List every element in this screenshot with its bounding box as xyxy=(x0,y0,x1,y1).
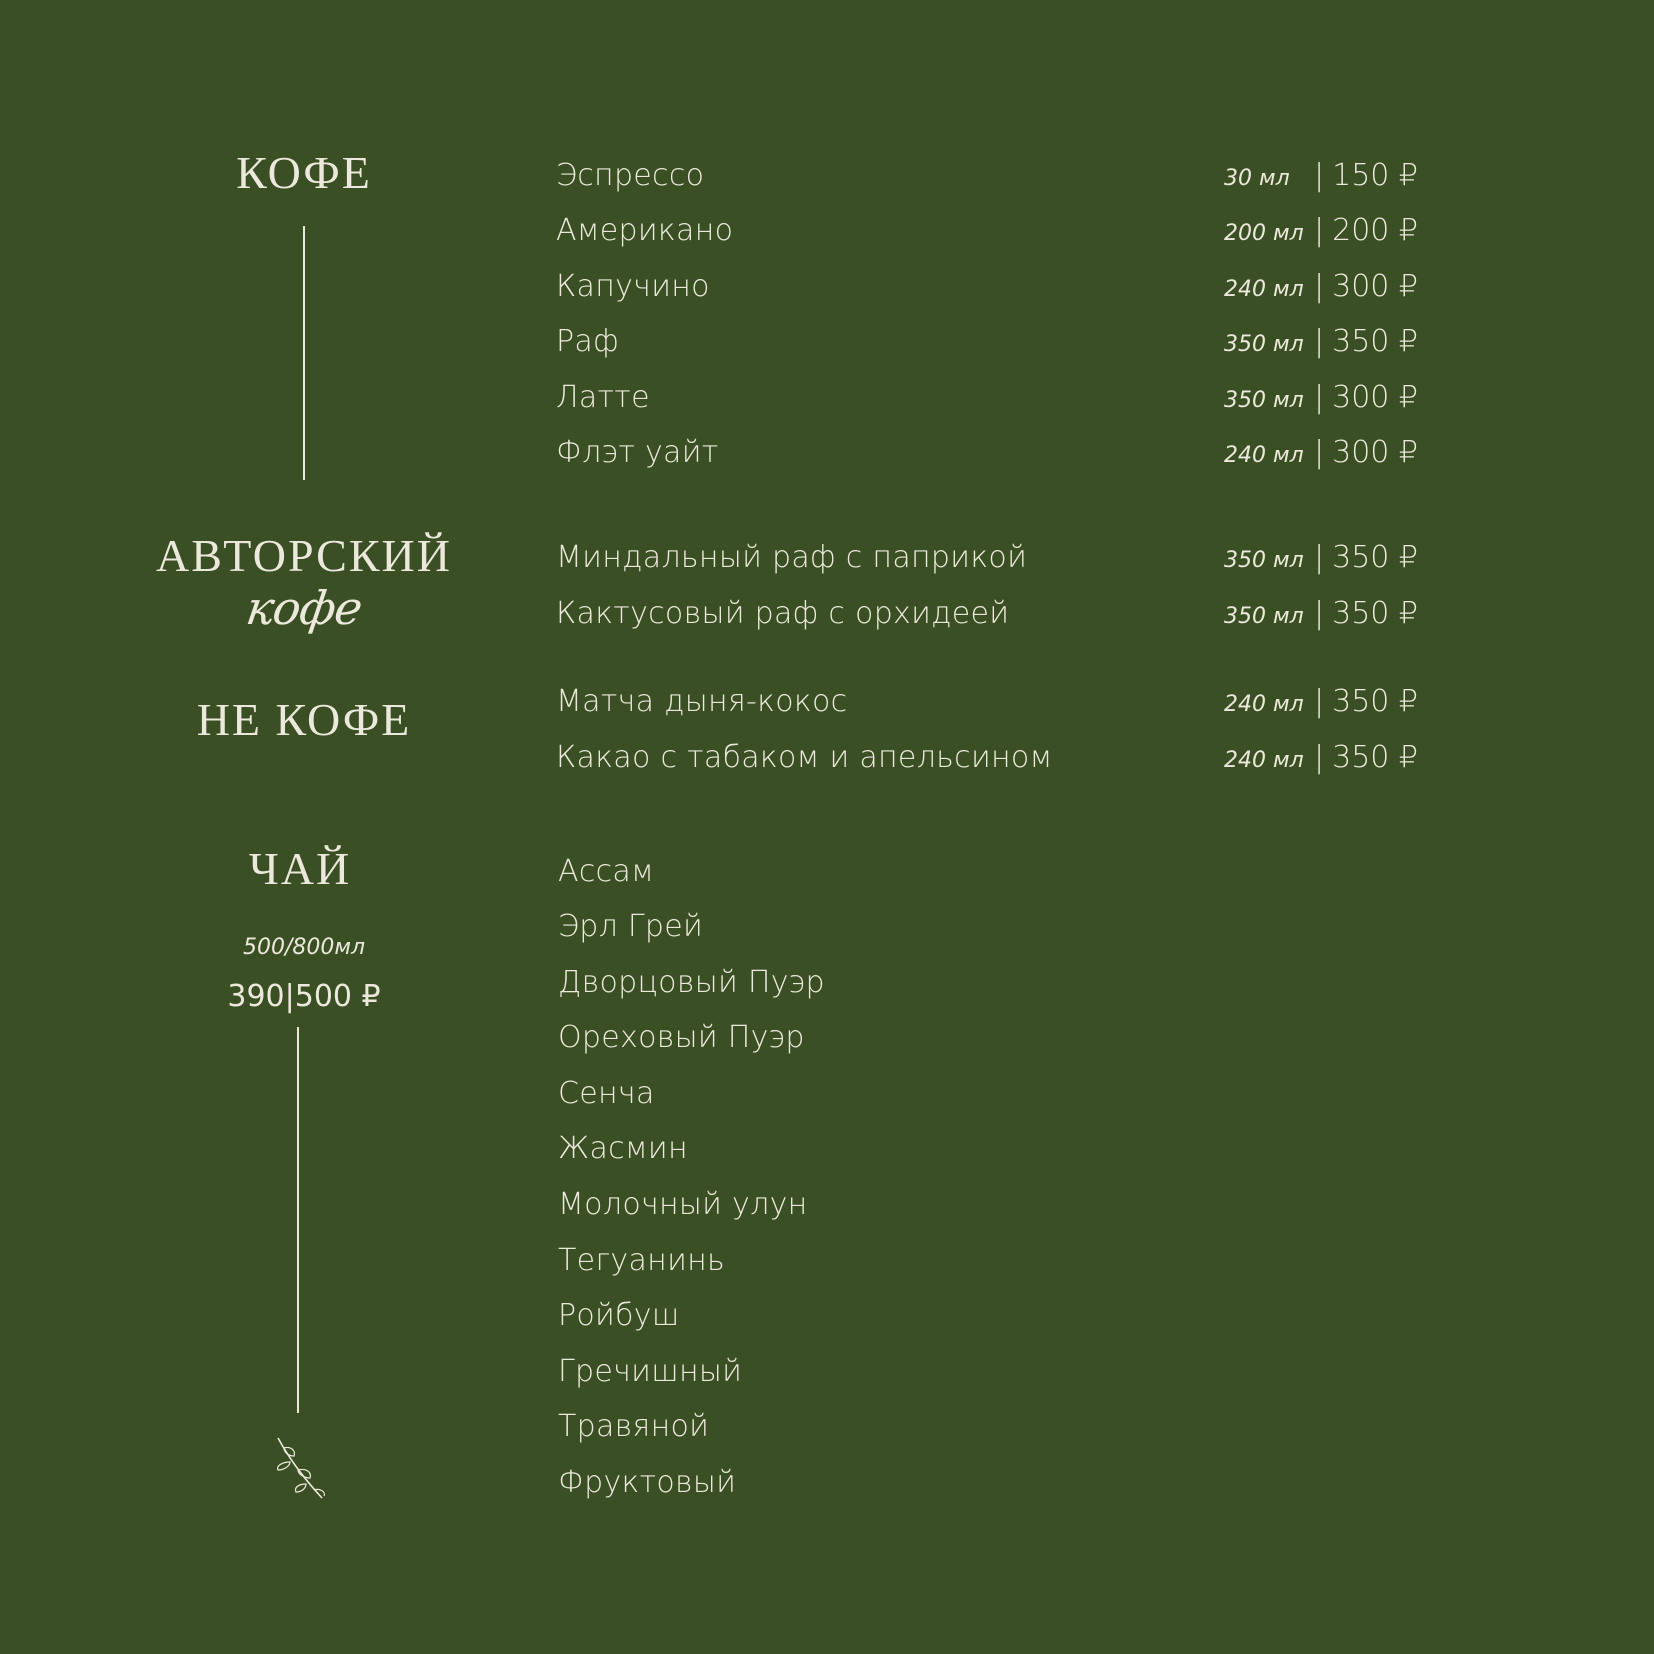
price-separator: | xyxy=(1314,269,1325,304)
price-separator: | xyxy=(1314,324,1325,359)
menu-item-volume: 350 мл xyxy=(1224,388,1304,413)
menu-item-name: Миндальный раф с паприкой xyxy=(556,540,1028,575)
tea-item: Ассам xyxy=(558,854,655,889)
tea-item: Эрл Грей xyxy=(558,909,704,944)
menu-item-price xyxy=(1314,596,1418,631)
section-title-not-coffee: НЕ КОФЕ xyxy=(196,694,412,745)
price-value: 350 ₽ xyxy=(1332,540,1418,575)
tea-item: Дворцовый Пуэр xyxy=(558,965,825,1000)
menu-item-price xyxy=(1314,540,1418,575)
menu-item-price xyxy=(1314,269,1418,304)
section-subtitle-signature: кофе xyxy=(243,581,365,635)
price-value: 350 ₽ xyxy=(1332,324,1418,359)
menu-item-name: Эспрессо xyxy=(556,158,705,193)
menu-item-price xyxy=(1314,158,1418,193)
tea-item: Жасмин xyxy=(558,1131,688,1166)
menu-item-volume: 240 мл xyxy=(1224,692,1304,717)
tea-item: Травяной xyxy=(558,1409,710,1444)
price-separator: | xyxy=(1314,684,1325,719)
menu-item-price xyxy=(1314,324,1418,359)
price-separator: | xyxy=(1314,540,1325,575)
price-separator: | xyxy=(1314,213,1325,248)
price-separator: | xyxy=(1314,596,1325,631)
menu-item-price xyxy=(1314,740,1418,775)
menu-item-price xyxy=(1314,684,1418,719)
menu-item-price xyxy=(1314,213,1418,248)
menu-item-price xyxy=(1314,435,1418,470)
price-value: 350 ₽ xyxy=(1332,596,1418,631)
menu-item-volume: 350 мл xyxy=(1224,548,1304,573)
tea-divider-line xyxy=(297,1027,299,1413)
tea-item: Сенча xyxy=(558,1076,655,1111)
price-value: 350 ₽ xyxy=(1332,740,1418,775)
price-separator: | xyxy=(1314,158,1325,193)
menu-item-name: Флэт уайт xyxy=(556,435,719,470)
menu-item-name: Какао с табаком и апельсином xyxy=(556,740,1053,775)
section-title-signature: АВТОРСКИЙ xyxy=(156,530,452,581)
tea-item: Молочный улун xyxy=(558,1187,808,1222)
leaf-sprig-icon xyxy=(270,1434,330,1504)
price-value: 350 ₽ xyxy=(1332,684,1418,719)
tea-item: Ореховый Пуэр xyxy=(558,1020,805,1055)
price-value: 300 ₽ xyxy=(1332,380,1418,415)
price-value: 200 ₽ xyxy=(1332,213,1418,248)
menu-item-price xyxy=(1314,380,1418,415)
menu-item-name: Матча дыня-кокос xyxy=(556,684,848,719)
price-value: 150 ₽ xyxy=(1332,158,1418,193)
tea-item: Тегуанинь xyxy=(558,1243,726,1278)
tea-item: Фруктовый xyxy=(558,1465,737,1500)
menu-item-volume: 350 мл xyxy=(1224,604,1304,629)
price-separator: | xyxy=(1314,740,1325,775)
menu-item-volume: 200 мл xyxy=(1224,221,1304,246)
section-title-coffee: КОФЕ xyxy=(236,147,372,198)
section-title-tea: ЧАЙ xyxy=(248,843,352,894)
menu-item-volume: 30 мл xyxy=(1224,166,1290,191)
menu-item-volume: 240 мл xyxy=(1224,443,1304,468)
price-value: 300 ₽ xyxy=(1332,269,1418,304)
tea-price: 390|500 ₽ xyxy=(227,979,381,1014)
coffee-divider-line xyxy=(303,226,305,480)
menu-item-name: Американо xyxy=(556,213,734,248)
price-separator: | xyxy=(1314,435,1325,470)
menu-item-name: Латте xyxy=(556,380,650,415)
menu-item-name: Капучино xyxy=(556,269,710,304)
tea-item: Ройбуш xyxy=(558,1298,680,1333)
menu-item-name: Раф xyxy=(556,324,620,359)
price-separator: | xyxy=(1314,380,1325,415)
menu-item-volume: 350 мл xyxy=(1224,332,1304,357)
price-value: 300 ₽ xyxy=(1332,435,1418,470)
menu-item-volume: 240 мл xyxy=(1224,277,1304,302)
tea-item: Гречишный xyxy=(558,1354,743,1389)
tea-volume: 500/800мл xyxy=(242,935,366,960)
menu-item-name: Кактусовый раф с орхидеей xyxy=(556,596,1010,631)
menu-item-volume: 240 мл xyxy=(1224,748,1304,773)
